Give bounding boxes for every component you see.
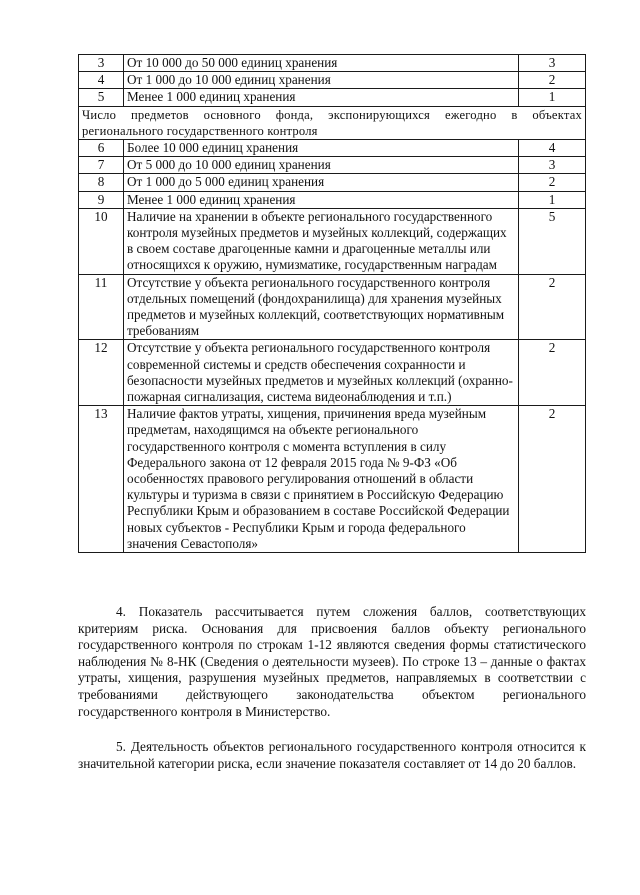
table-group-row: [79, 106, 586, 139]
table-row: [79, 340, 586, 406]
row-number: 12: [79, 340, 124, 406]
criterion-text: Наличие на хранении в объекте регионального государственного контроля музейных предметов и музейных коллекций, содержащих в своем составе драгоценные камни и драгоценные металлы или относящихся к оружию, нумизматике, государственным наградам: [124, 208, 519, 274]
score-cell: 3: [519, 157, 586, 174]
paragraph-4: 4. Показатель рассчитывается путем сложения баллов, соответствующих критериям риска. Основания для присвоения баллов объекту регионального государственного контроля по строкам 1-12 являются сведения формы статистического наблюдения № 8-НК (Сведения о деятельности музеев). По строке 13 – данные о фактах утраты, хищения, разрушения музейных предметов, направляемых в соответствии с требованиями действующего законодательства объектом регионального государственного контроля в Министерство.: [78, 604, 586, 719]
row-number: 6: [79, 140, 124, 157]
row-number: 4: [79, 72, 124, 89]
table-row: [79, 55, 586, 72]
row-number: 11: [79, 274, 124, 340]
table-row: [79, 208, 586, 274]
score-cell: 2: [519, 72, 586, 89]
row-number: 7: [79, 157, 124, 174]
row-number: 8: [79, 174, 124, 191]
criterion-text: От 10 000 до 50 000 единиц хранения: [124, 55, 519, 72]
score-cell: 2: [519, 274, 586, 340]
criterion-text: Менее 1 000 единиц хранения: [124, 89, 519, 106]
table-row: [79, 406, 586, 553]
criterion-text: Менее 1 000 единиц хранения: [124, 191, 519, 208]
score-cell: 1: [519, 89, 586, 106]
score-cell: 2: [519, 340, 586, 406]
criterion-text: Отсутствие у объекта регионального государственного контроля отдельных помещений (фондохранилища) для хранения музейных предметов и музейных коллекций, соответствующих нормативным требованиям: [124, 274, 519, 340]
score-cell: 2: [519, 406, 586, 553]
group-header: Число предметов основного фонда, экспонирующихся ежегодно в объектах регионального государственного контроля: [79, 106, 586, 139]
criterion-text: Более 10 000 единиц хранения: [124, 140, 519, 157]
row-number: 13: [79, 406, 124, 553]
row-number: 3: [79, 55, 124, 72]
row-number: 9: [79, 191, 124, 208]
row-number: 10: [79, 208, 124, 274]
row-number: 5: [79, 89, 124, 106]
criterion-text: От 1 000 до 5 000 единиц хранения: [124, 174, 519, 191]
score-cell: 4: [519, 140, 586, 157]
paragraph-5: 5. Деятельность объектов регионального государственного контроля относится к значительной категории риска, если значение показателя составляет от 14 до 20 баллов.: [78, 739, 586, 771]
table-row: [79, 89, 586, 106]
table-row: [79, 140, 586, 157]
score-cell: 5: [519, 208, 586, 274]
criterion-text: Отсутствие у объекта регионального государственного контроля современной системы и средств обеспечения сохранности и безопасности музейных предметов и музейных коллекций (охранно-пожарная сигнализация, система видеонаблюдения и т.п.): [124, 340, 519, 406]
table-row: [79, 72, 586, 89]
table-row: [79, 157, 586, 174]
risk-criteria-table: [78, 54, 586, 553]
table-row: [79, 191, 586, 208]
score-cell: 2: [519, 174, 586, 191]
table-row: [79, 274, 586, 340]
score-cell: 3: [519, 55, 586, 72]
score-cell: 1: [519, 191, 586, 208]
criterion-text: Наличие фактов утраты, хищения, причинения вреда музейным предметам, находящимся на объекте регионального государственного контроля с момента вступления в силу Федерального закона от 12 февраля 2015 года № 9-ФЗ «Об особенностях правового регулирования отношений в области культуры и туризма в связи с принятием в Российскую Федерацию Республики Крым и образованием в составе Российской Федерации новых субъектов - Республики Крым и города федерального значения Севастополя»: [124, 406, 519, 553]
criterion-text: От 1 000 до 10 000 единиц хранения: [124, 72, 519, 89]
criterion-text: От 5 000 до 10 000 единиц хранения: [124, 157, 519, 174]
table-row: [79, 174, 586, 191]
